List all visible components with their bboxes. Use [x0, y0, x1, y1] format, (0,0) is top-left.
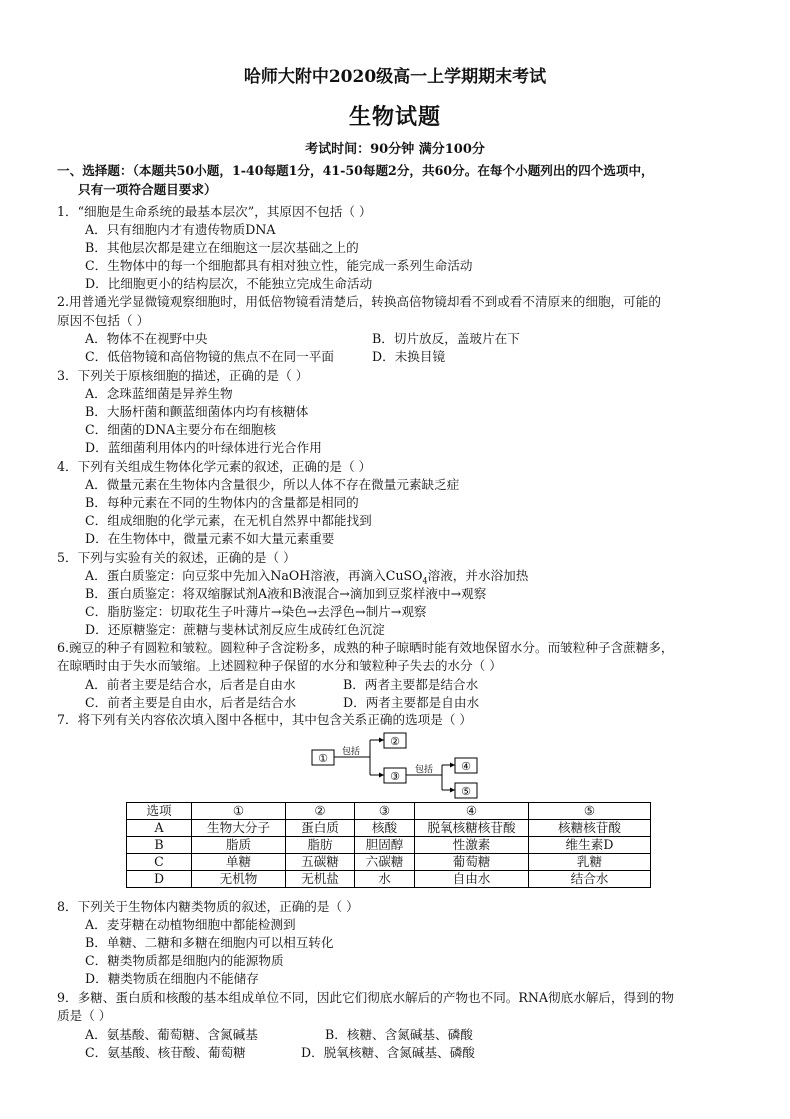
exam-info: 考试时间：90分钟 满分100分 — [305, 142, 485, 157]
table-cell: 脱氧核糖核苷酸 — [415, 820, 529, 837]
q3-option-b: B．大肠杆菌和颤蓝细菌体内均有核糖体 — [85, 404, 309, 419]
q5-option-b: B．蛋白质鉴定：将双缩脲试剂A液和B液混合→滴加到豆浆样液中→观察 — [85, 586, 487, 601]
q1-option-a: A．只有细胞内才有遗传物质DNA — [85, 222, 276, 237]
q3-option-d: D．蓝细菌利用体内的叶绿体进行光合作用 — [85, 440, 322, 455]
table-row — [127, 854, 651, 871]
box-5-label: ⑤ — [461, 785, 471, 798]
q5-option-a-subscript: 4 — [422, 576, 428, 586]
q5-option-a-text-end: 溶液，并水浴加热 — [427, 568, 529, 583]
table-header-cell: ③ — [355, 803, 415, 820]
table-cell: 胆固醇 — [355, 837, 415, 854]
q2-option-c: C．低倍物镜和高倍物镜的焦点不在同一平面 — [85, 349, 334, 364]
school-exam-title: 哈师大附中2020级高一上学期期末考试 — [243, 67, 547, 87]
table-header-row — [127, 803, 651, 820]
q4-option-b: B．每种元素在不同的生物体内的含量都是相同的 — [85, 495, 359, 510]
section-heading: 一、选择题：（本题共50小题，1-40每题1分，41-50每题2分，共60分。在每个小题列出的四个选项中， — [57, 163, 654, 178]
q1-stem: 1．“细胞是生命系统的最基本层次”，其原因不包括（ ） — [57, 204, 372, 219]
table-cell: 结合水 — [529, 871, 651, 888]
table-cell: 乳糖 — [529, 854, 651, 871]
q1-option-d: D．比细胞更小的结构层次，不能独立完成生命活动 — [85, 276, 373, 291]
box-2-label: ② — [390, 735, 400, 748]
box-3-label: ③ — [390, 770, 400, 783]
table-row — [127, 820, 651, 837]
table-cell: C — [127, 854, 192, 871]
table-cell: 单糖 — [192, 854, 286, 871]
q6-option-a: A．前者主要是结合水，后者是自由水 — [85, 677, 296, 692]
table-header-cell: ④ — [415, 803, 529, 820]
q1-option-c: C．生物体中的每一个细胞都具有相对独立性，能完成一系列生命活动 — [85, 258, 473, 273]
table-header-cell: 选项 — [127, 803, 192, 820]
q3-option-a: A．念珠蓝细菌是异养生物 — [85, 386, 233, 401]
table-cell: 水 — [355, 871, 415, 888]
q2-option-d: D．未换目镜 — [372, 349, 446, 364]
q9-option-d: D．脱氧核糖、含氮碱基、磷酸 — [301, 1045, 475, 1060]
q8-option-a: A．麦芽糖在动植物细胞中都能检测到 — [85, 917, 296, 932]
table-header-cell: ② — [286, 803, 355, 820]
q2-option-a: A．物体不在视野中央 — [85, 331, 208, 346]
q4-stem: 4．下列有关组成生物体化学元素的叙述，正确的是（ ） — [57, 459, 372, 474]
table-cell: 维生素D — [529, 837, 651, 854]
q7-stem: 7．将下列有关内容依次填入图中各框中，其中包含关系正确的选项是（ ） — [57, 712, 473, 727]
table-cell: 核糖核苷酸 — [529, 820, 651, 837]
table-cell: 核酸 — [355, 820, 415, 837]
q6-stem: 6.豌豆的种子有圆粒和皱粒。圆粒种子含淀粉多，成熟的种子晾晒时能有效地保留水分。而皱粒种子含蔗糖多， — [57, 640, 674, 655]
q6-option-d: D．两者主要都是自由水 — [343, 695, 480, 710]
q3-option-c: C．细菌的DNA主要分布在细胞核 — [85, 422, 276, 437]
table-cell: 性激素 — [415, 837, 529, 854]
table-cell: 葡萄糖 — [415, 854, 529, 871]
q8-option-d: D．糖类物质在细胞内不能储存 — [85, 971, 259, 986]
table-cell: 自由水 — [415, 871, 529, 888]
table-cell: 六碳糖 — [355, 854, 415, 871]
table-cell: B — [127, 837, 192, 854]
q1-option-b: B．其他层次都是建立在细胞这一层次基础之上的 — [85, 240, 359, 255]
table-cell: 蛋白质 — [286, 820, 355, 837]
q7-options-table — [126, 802, 651, 888]
q6-option-c: C．前者主要是自由水，后者是结合水 — [85, 695, 297, 710]
q3-stem: 3．下列关于原核细胞的描述，正确的是（ ） — [57, 368, 309, 383]
table-cell: 五碳糖 — [286, 854, 355, 871]
table-header-cell: ⑤ — [529, 803, 651, 820]
section-heading-cont: 只有一项符合题目要求） — [78, 182, 217, 197]
q8-stem: 8．下列关于生物体内糖类物质的叙述，正确的是（ ） — [57, 899, 359, 914]
table-row — [127, 871, 651, 888]
q7-relationship-diagram — [300, 728, 490, 802]
table-cell: 无机物 — [192, 871, 286, 888]
q9-stem-cont: 质是（ ） — [57, 1008, 112, 1023]
q4-option-c: C．组成细胞的化学元素，在无机自然界中都能找到 — [85, 513, 372, 528]
q5-option-c: C．脂肪鉴定：切取花生子叶薄片→染色→去浮色→制片→观察 — [85, 604, 427, 619]
q6-stem-cont: 在晾晒时由于失水而皱缩。上述圆粒种子保留的水分和皱粒种子失去的水分（ ） — [57, 658, 502, 673]
table-cell: 脂质 — [192, 837, 286, 854]
table-cell: 无机盐 — [286, 871, 355, 888]
includes-label-2: 包括 — [414, 765, 434, 775]
q2-stem-cont: 原因不包括（ ） — [57, 313, 150, 328]
q9-option-a: A．氨基酸、葡萄糖、含氮碱基 — [85, 1027, 258, 1042]
table-cell: 生物大分子 — [192, 820, 286, 837]
table-cell: D — [127, 871, 192, 888]
q9-option-b: B．核糖、含氮碱基、磷酸 — [325, 1027, 473, 1042]
table-row — [127, 837, 651, 854]
q4-option-a: A．微量元素在生物体内含量很少，所以人体不存在微量元素缺乏症 — [85, 477, 460, 492]
q2-stem: 2.用普通光学显微镜观察细胞时，用低倍物镜看清楚后，转换高倍物镜却看不到或看不清原来的细胞，可能的 — [57, 294, 661, 309]
q2-option-b: B．切片放反，盖玻片在下 — [372, 331, 520, 346]
q5-stem: 5．下列与实验有关的叙述，正确的是（ ） — [57, 550, 296, 565]
box-4-label: ④ — [461, 760, 471, 773]
q8-option-b: B．单糖、二糖和多糖在细胞内可以相互转化 — [85, 935, 334, 950]
table-header-cell: ① — [192, 803, 286, 820]
q8-option-c: C．糖类物质都是细胞内的能源物质 — [85, 953, 284, 968]
q9-option-c: C．氨基酸、核苷酸、葡萄糖 — [85, 1045, 246, 1060]
includes-label-1: 包括 — [341, 747, 361, 757]
q5-option-a-text: A．蛋白质鉴定：向豆浆中先加入NaOH溶液，再滴入CuSO — [85, 568, 423, 583]
table-cell: 脂肪 — [286, 837, 355, 854]
q6-option-b: B．两者主要都是结合水 — [343, 677, 479, 692]
q4-option-d: D．在生物体中，微量元素不如大量元素重要 — [85, 531, 335, 546]
q9-stem: 9．多糖、蛋白质和核酸的基本组成单位不同，因此它们彻底水解后的产物也不同。RNA彻底水解后，得到的物 — [57, 990, 674, 1005]
q5-option-d: D．还原糖鉴定：蔗糖与斐林试剂反应生成砖红色沉淀 — [85, 622, 385, 637]
subject-title: 生物试题 — [348, 104, 441, 130]
box-1-label: ① — [318, 752, 328, 765]
table-cell: A — [127, 820, 192, 837]
